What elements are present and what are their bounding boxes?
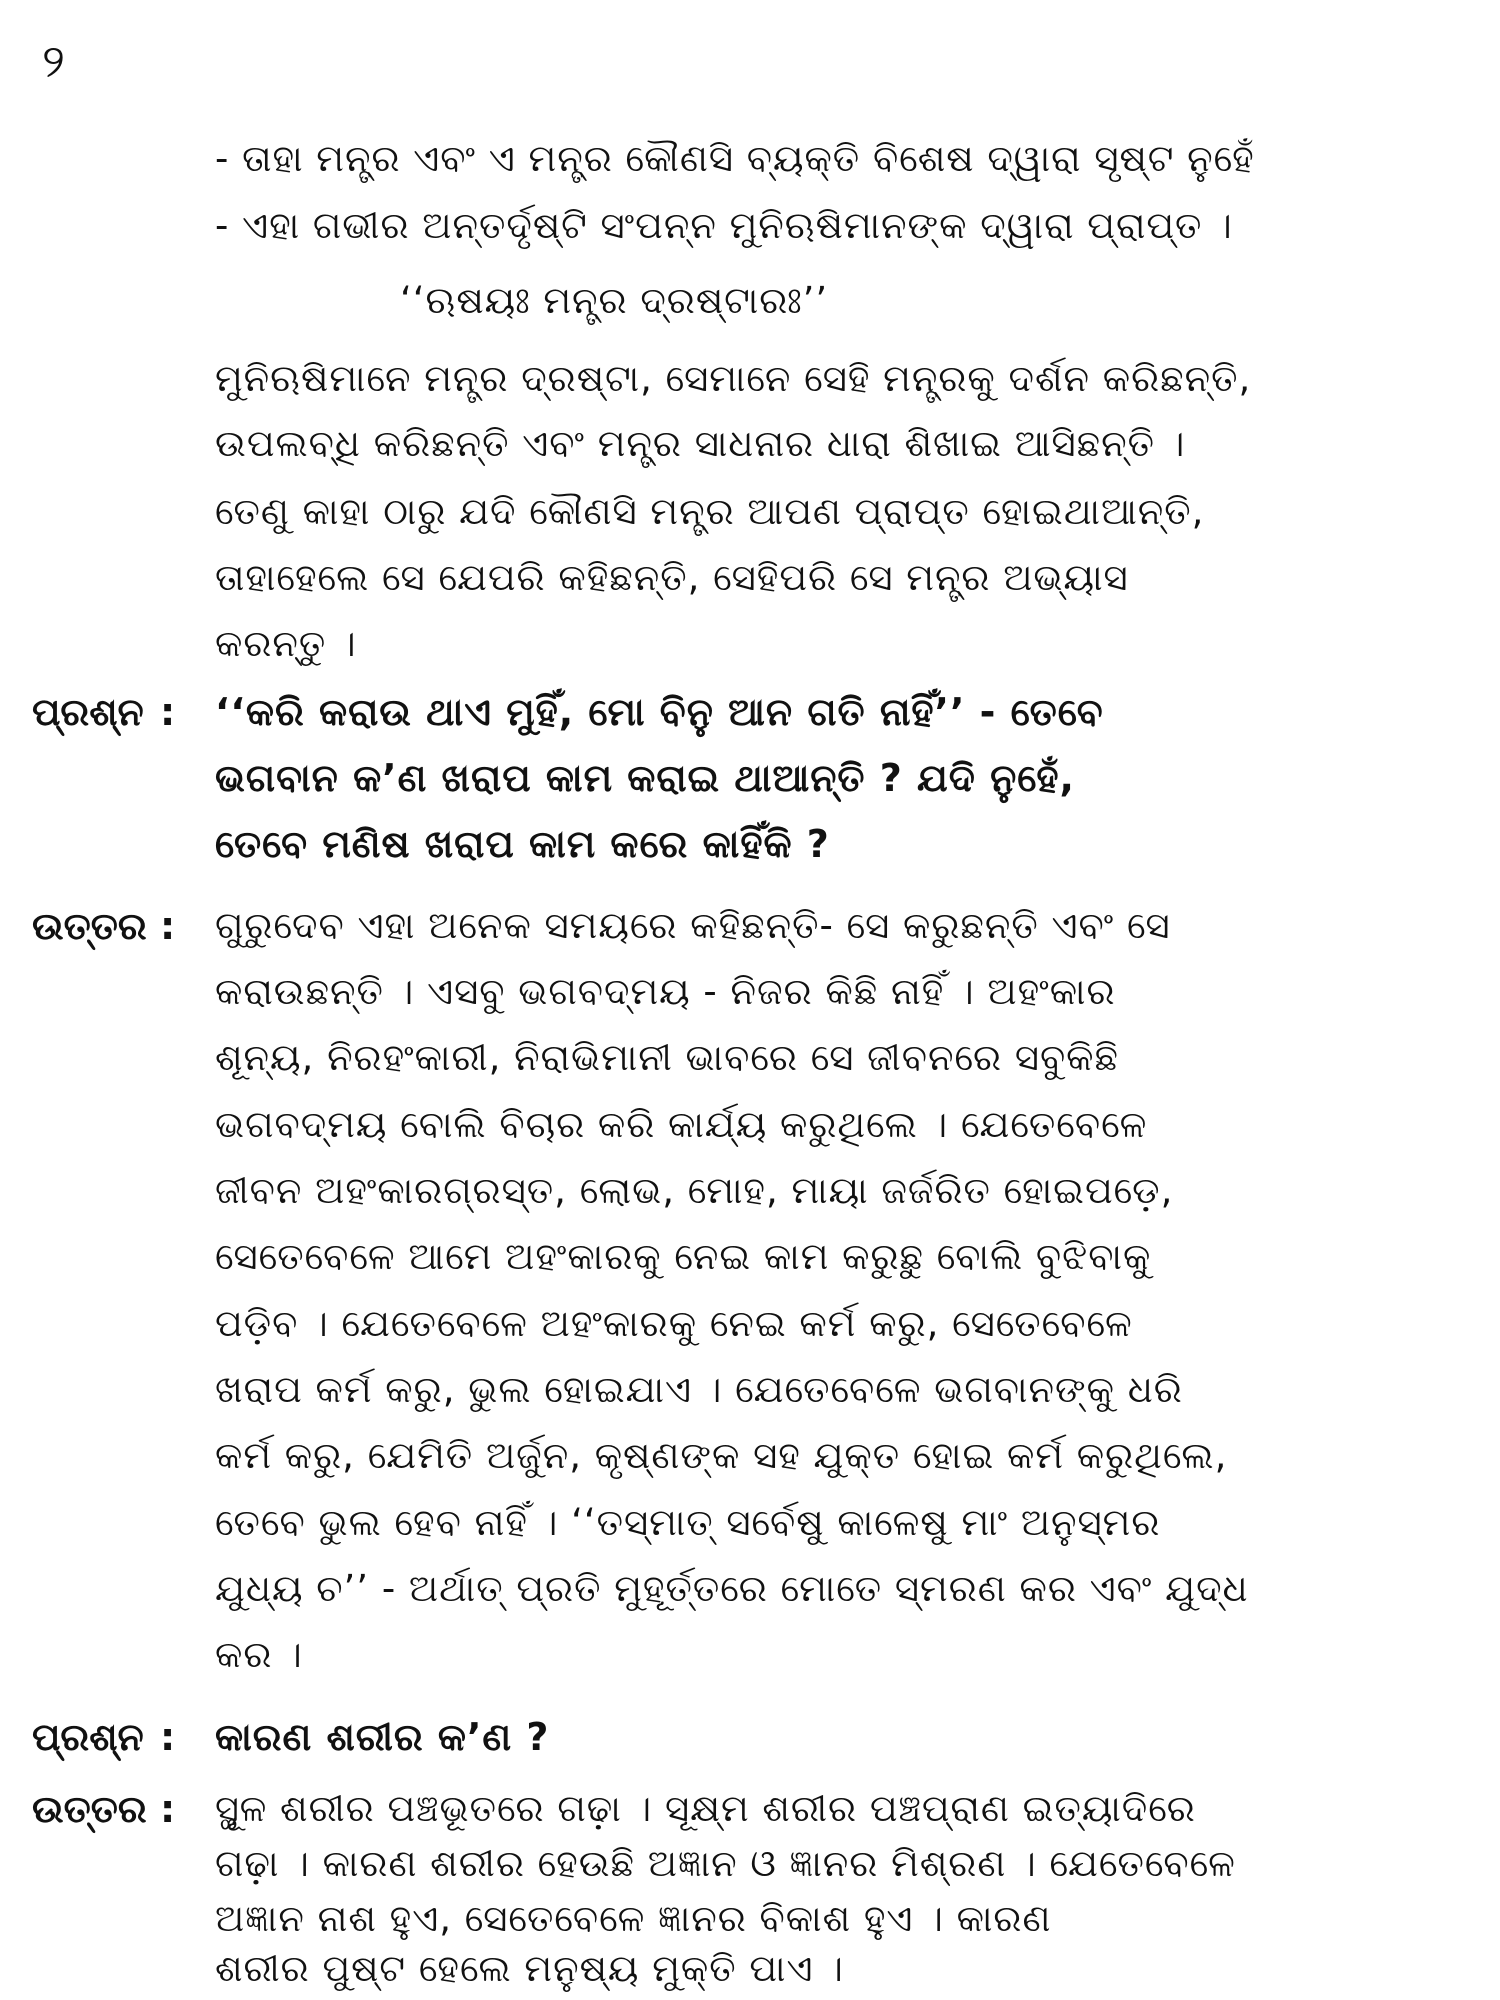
question-label: ପ୍ରଶ୍ନ [32,1715,144,1759]
question-line: ତେବେ ମଣିଷ ଖରାପ କାମ କରେ କାହିଁକି ? [215,822,830,866]
answer-line: ପଡ଼ିବ । ଯେତେବେଳେ ଅହଂକାରକୁ ନେଇ କର୍ମ କରୁ, ସେତେବେଳେ [215,1302,1133,1345]
answer-line: କର । [215,1633,303,1676]
answer-line: ଗଢ଼ା । କାରଣ ଶରୀର ହେଉଛି ଅଜ୍ଞାନ ଓ ଜ୍ଞାନର ମିଶ୍ରଣ । ଯେତେବେଳେ [215,1842,1236,1885]
intro-paragraph-line: ଉପଲବ୍ଧି କରିଛନ୍ତି ଏବଂ ମନ୍ତ୍ର ସାଧନାର ଧାରା ଶିଖାଇ ଆସିଛନ୍ତି । [215,422,1186,465]
answer-line: କର୍ମ କରୁ, ଯେମିତି ଅର୍ଜୁନ, କୃଷ୍ଣଙ୍କ ସହ ଯୁକ୍ତ ହୋଇ କର୍ମ କରୁଥିଲେ, [215,1434,1228,1477]
intro-dash-line: - ତାହା ମନ୍ତ୍ର ଏବଂ ଏ ମନ୍ତ୍ର କୌଣସି ବ୍ୟକ୍ତି ବିଶେଷ ଦ୍ୱାରା ସୃଷ୍ଟ ନୁହେଁ [215,137,1255,180]
intro-paragraph-line: କରନ୍ତୁ । [215,622,357,665]
answer-line: ଶରୀର ପୁଷ୍ଟ ହେଲେ ମନୁଷ୍ୟ ମୁକ୍ତି ପାଏ । [215,1947,844,1990]
intro-paragraph-line: ତେଣୁ କାହା ଠାରୁ ଯଦି କୌଣସି ମନ୍ତ୍ର ଆପଣ ପ୍ରାପ୍ତ ହୋଇଥାଆନ୍ତି, [215,490,1205,533]
answer-colon: : [160,904,176,948]
question-line: ‘‘କରି କରାଉ ଥାଏ ମୁହିଁ, ମୋ ବିନୁ ଆନ ଗତି ନାହିଁ’’ - ତେବେ [215,690,1104,734]
answer-line: ଖରାପ କର୍ମ କରୁ, ଭୁଲ ହୋଇଯାଏ । ଯେତେବେଳେ ଭଗବାନଙ୍କୁ ଧରି [215,1368,1183,1411]
answer-line: ତେବେ ଭୁଲ ହେବ ନାହିଁ । ‘‘ତସ୍ମାତ୍ ସର୍ବେଷୁ କାଳେଷୁ ମାଂ ଅନୁସ୍ମର [215,1501,1161,1544]
intro-dash-line: - ଏହା ଗଭୀର ଅନ୍ତର୍ଦୃଷ୍ଟି ସଂପନ୍ନ ମୁନିଋଷିମାନଙ୍କ ଦ୍ୱାରା ପ୍ରାପ୍ତ । [215,204,1233,247]
question-colon: : [160,1715,176,1759]
answer-label: ଉତ୍ତର [32,1787,147,1831]
answer-line: ଜୀବନ ଅହଂକାରଗ୍ରସ୍ତ, ଲୋଭ, ମୋହ, ମାୟା ଜର୍ଜରିତ ହୋଇପଡ଼େ, [215,1169,1174,1212]
answer-line: ଗୁରୁଦେବ ଏହା ଅନେକ ସମୟରେ କହିଛନ୍ତି- ସେ କରୁଛନ୍ତି ଏବଂ ସେ [215,904,1171,947]
question-line: କାରଣ ଶରୀର କ’ଣ ? [215,1715,550,1759]
answer-colon: : [160,1787,176,1831]
answer-label: ଉତ୍ତର [32,904,147,948]
intro-paragraph-line: ତାହାହେଲେ ସେ ଯେପରି କହିଛନ୍ତି, ସେହିପରି ସେ ମନ୍ତ୍ର ଅଭ୍ୟାସ [215,556,1129,599]
question-colon: : [160,690,176,734]
answer-line: ସ୍ଥୂଳ ଶରୀର ପଞ୍ଚଭୂତରେ ଗଢ଼ା । ସୂକ୍ଷ୍ମ ଶରୀର ପଞ୍ଚପ୍ରାଣ ଇତ୍ୟାଦିରେ [215,1787,1196,1830]
intro-paragraph-line: ମୁନିଋଷିମାନେ ମନ୍ତ୍ର ଦ୍ରଷ୍ଟା, ସେମାନେ ସେହି ମନ୍ତ୍ରକୁ ଦର୍ଶନ କରିଛନ୍ତି, [215,357,1252,400]
question-label: ପ୍ରଶ୍ନ [32,690,144,734]
answer-line: ସେତେବେଳେ ଆମେ ଅହଂକାରକୁ ନେଇ କାମ କରୁଛୁ ବୋଲି ବୁଝିବାକୁ [215,1235,1152,1278]
answer-line: କରାଉଛନ୍ତି । ଏସବୁ ଭଗବଦ୍‌ମୟ - ନିଜର କିଛି ନାହିଁ । ଅହଂକାର [215,970,1116,1013]
page-number: ୨ [42,34,65,88]
sanskrit-quote: ‘‘ଋଷୟଃ ମନ୍ତ୍ର ଦ୍ରଷ୍ଟାରଃ’’ [400,279,829,322]
answer-line: ଶୂନ୍ୟ, ନିରହଂକାରୀ, ନିରାଭିମାନୀ ଭାବରେ ସେ ଜୀବନରେ ସବୁକିଛି [215,1036,1119,1079]
answer-line: ଯୁଧ୍ୟ ଚ’’ - ଅର୍ଥାତ୍ ପ୍ରତି ମୁହୂର୍ତ୍ତରେ ମୋତେ ସ୍ମରଣ କର ଏବଂ ଯୁଦ୍ଧ [215,1567,1249,1610]
answer-line: ଅଜ୍ଞାନ ନାଶ ହୁଏ, ସେତେବେଳେ ଜ୍ଞାନର ବିକାଶ ହୁଏ । କାରଣ [215,1897,1052,1940]
question-line: ଭଗବାନ କ’ଣ ଖରାପ କାମ କରାଇ ଥାଆନ୍ତି ? ଯଦି ନୁହେଁ, [215,756,1075,800]
answer-line: ଭଗବଦ୍‌ମୟ ବୋଲି ବିଚାର କରି କାର୍ଯ୍ୟ କରୁଥିଲେ । ଯେତେବେଳେ [215,1103,1148,1146]
